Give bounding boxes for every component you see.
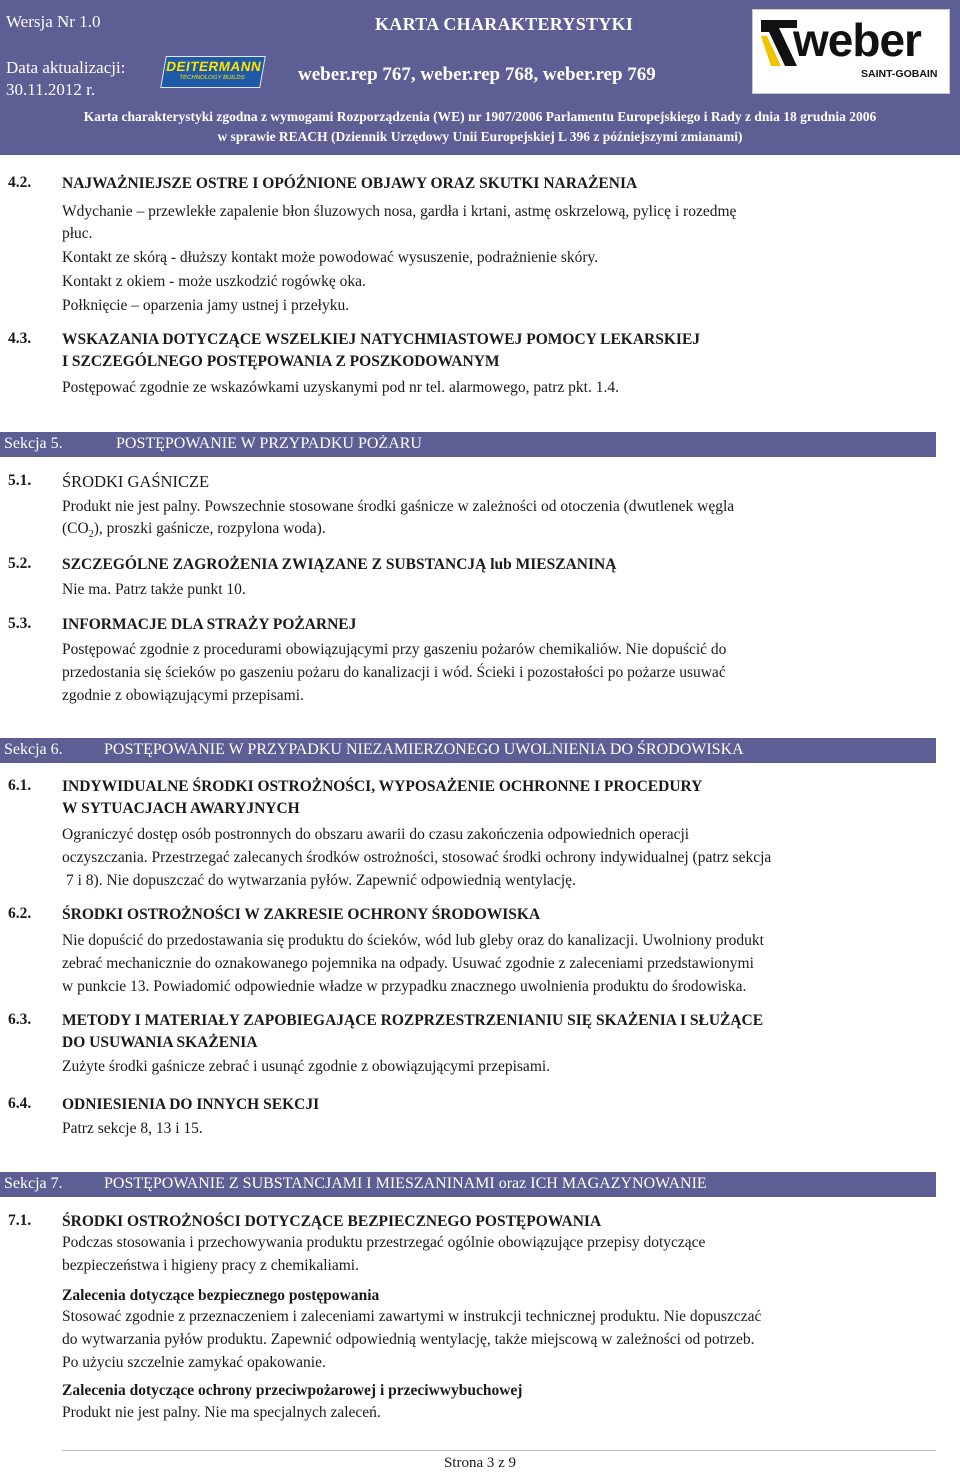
section-number: 6.1. bbox=[8, 777, 32, 794]
section-number: 4.3. bbox=[8, 330, 32, 347]
section-label: Sekcja 6. bbox=[4, 741, 63, 758]
section-heading: SZCZEGÓLNE ZAGROŻENIA ZWIĄZANE Z SUBSTANCJĄ lub MIESZANINĄ bbox=[62, 556, 617, 573]
section-heading: I SZCZEGÓLNEGO POSTĘPOWANIA Z POSZKODOWANYM bbox=[62, 353, 500, 370]
subheading: Zalecenia dotyczące ochrony przeciwpożarowej i przeciwwybuchowej bbox=[62, 1382, 523, 1399]
paragraph-line: Produkt nie jest palny. Powszechnie stosowane środki gaśnicze w zależności od otoczenia (dwutlenek węgla bbox=[62, 498, 735, 515]
section-label: Sekcja 5. bbox=[4, 435, 63, 452]
paragraph-line: w punkcie 13. Powiadomić odpowiednie władze w przypadku znacznego uwolnienia produktu do środowiska. bbox=[62, 978, 747, 995]
section-heading: ŚRODKI OSTROŻNOŚCI DOTYCZĄCE BEZPIECZNEGO POSTĘPOWANIA bbox=[62, 1213, 602, 1230]
section-number: 5.2. bbox=[8, 555, 32, 572]
weber-logo: weber SAINT-GOBAIN bbox=[752, 9, 950, 94]
section-heading: METODY I MATERIAŁY ZAPOBIEGAJĄCE ROZPRZESTRZENIANIU SIĘ SKAŻENIA I SŁUŻĄCE bbox=[62, 1012, 764, 1029]
section-number: 6.3. bbox=[8, 1011, 32, 1028]
section-heading: ŚRODKI GAŚNICZE bbox=[62, 472, 210, 491]
paragraph-line: Nie ma. Patrz także punkt 10. bbox=[62, 581, 246, 598]
paragraph-line: 7 i 8). Nie dopuszczać do wytwarzania pyłów. Zapewnić odpowiednią wentylację. bbox=[66, 872, 576, 889]
section-number: 6.4. bbox=[8, 1095, 32, 1112]
paragraph-line: $(CO_2)$, proszki gaśnicze, rozpylona woda). bbox=[62, 520, 326, 541]
section-heading: ŚRODKI OSTROŻNOŚCI W ZAKRESIE OCHRONY ŚRODOWISKA bbox=[62, 906, 541, 923]
section-heading: W SYTUACJACH AWARYJNYCH bbox=[62, 800, 300, 817]
section-heading: WSKAZANIA DOTYCZĄCE WSZELKIEJ NATYCHMIASTOWEJ POMOCY LEKARSKIEJ bbox=[62, 331, 701, 348]
section-heading: ODNIESIENIA DO INNYCH SEKCJI bbox=[62, 1096, 320, 1113]
section-number: 6.2. bbox=[8, 905, 32, 922]
section-7-banner bbox=[0, 1172, 936, 1197]
section-title: POSTĘPOWANIE Z SUBSTANCJAMI I MIESZANINAMI oraz ICH MAGAZYNOWANIE bbox=[104, 1175, 707, 1192]
section-label: Sekcja 7. bbox=[4, 1175, 63, 1192]
section-heading: INDYWIDUALNE ŚRODKI OSTROŻNOŚCI, WYPOSAŻENIE OCHRONNE I PROCEDURY bbox=[62, 778, 703, 795]
section-title: POSTĘPOWANIE W PRZYPADKU NIEZAMIERZONEGO UWOLNIENIA DO ŚRODOWISKA bbox=[104, 741, 744, 758]
section-6-banner bbox=[0, 738, 936, 763]
paragraph-line: Patrz sekcje 8, 13 i 15. bbox=[62, 1120, 203, 1137]
paragraph-line: Ograniczyć dostęp osób postronnych do obszaru awarii do czasu zakończenia odpowiednich operacji bbox=[62, 826, 690, 843]
document-title: KARTA CHARAKTERYSTYKI bbox=[375, 14, 634, 34]
paragraph-line: Wdychanie – przewlekłe zapalenie błon śluzowych nosa, gardła i krtani, astmę oskrzelową, pylicę i rozedmę bbox=[62, 203, 737, 220]
subheading: Zalecenia dotyczące bezpiecznego postępowania bbox=[62, 1287, 380, 1304]
deitermann-logo: DEITERMANN TECHNOLOGY BUILDS bbox=[160, 56, 266, 88]
update-label: Data aktualizacji: bbox=[6, 58, 126, 77]
version-label: Wersja Nr 1.0 bbox=[6, 12, 101, 31]
paragraph-line: Zużyte środki gaśnicze zebrać i usunąć zgodnie z obowiązującymi przepisami. bbox=[62, 1058, 551, 1075]
paragraph-line: Kontakt ze skórą - dłuższy kontakt może powodować wysuszenie, podrażnienie skóry. bbox=[62, 249, 599, 266]
paragraph-line: Produkt nie jest palny. Nie ma specjalnych zaleceń. bbox=[62, 1404, 381, 1421]
section-heading: NAJWAŻNIEJSZE OSTRE I OPÓŹNIONE OBJAWY ORAZ SKUTKI NARAŻENIA bbox=[62, 175, 638, 192]
section-number: 7.1. bbox=[8, 1212, 32, 1229]
paragraph-line: Kontakt z okiem - może uszkodzić rogówkę oka. bbox=[62, 273, 366, 290]
paragraph-line: bezpieczeństwa i higieny pracy z chemikaliami. bbox=[62, 1257, 359, 1274]
footer-divider bbox=[62, 1450, 936, 1451]
section-number: 5.3. bbox=[8, 615, 32, 632]
paragraph-line: Połknięcie – oparzenia jamy ustnej i przełyku. bbox=[62, 297, 350, 314]
section-5-banner bbox=[0, 432, 936, 457]
page-number: Strona 3 z 9 bbox=[443, 1455, 517, 1471]
paragraph-line: Po użyciu szczelnie zamykać opakowanie. bbox=[62, 1354, 326, 1371]
paragraph-line: płuc. bbox=[62, 225, 93, 242]
paragraph-line: zebrać mechanicznie do oznakowanego pojemnika na odpady. Usuwać zgodnie z zaleceniami przedstawionymi bbox=[62, 955, 754, 972]
section-title: POSTĘPOWANIE W PRZYPADKU POŻARU bbox=[116, 435, 422, 452]
regulation-note: Karta charakterystyki zgodna z wymogami Rozporządzenia (WE) nr 1907/2006 Parlamentu Europejskiego i Rady z dnia 18 grudnia 2006 w sprawie REACH (Dziennik Urzędowy Unii Europejskiej L 396 z późniejszymi zmianami) bbox=[0, 107, 960, 155]
paragraph-line: Nie dopuścić do przedostawania się produktu do ścieków, wód lub gleby oraz do kanalizacji. Uwolniony produkt bbox=[62, 932, 764, 949]
paragraph-line: zgodnie z obowiązującymi przepisami. bbox=[62, 687, 304, 704]
document-header bbox=[0, 0, 960, 100]
product-names: weber.rep 767, weber.rep 768, weber.rep 769 bbox=[298, 64, 656, 85]
paragraph-line: Postępować zgodnie z procedurami obowiązującymi przy gaszeniu pożarów chemikaliów. Nie dopuścić do bbox=[62, 641, 727, 658]
paragraph-line: Postępować zgodnie ze wskazówkami uzyskanymi pod nr tel. alarmowego, patrz pkt. 1.4. bbox=[62, 379, 619, 396]
paragraph-line: przedostania się ścieków po gaszeniu pożaru do kanalizacji i wód. Ścieki i pozostałości po pożarze usuwać bbox=[62, 664, 726, 681]
section-heading: INFORMACJE DLA STRAŻY POŻARNEJ bbox=[62, 616, 357, 633]
paragraph-line: oczyszczania. Przestrzegać zalecanych środków ostrożności, stosować środki ochrony indywidualnej (patrz sekcja bbox=[62, 849, 772, 866]
paragraph-line: Stosować zgodnie z przeznaczeniem i zaleceniami zawartymi w instrukcji technicznej produktu. Nie dopuszczać bbox=[62, 1308, 762, 1325]
paragraph-line: do wytwarzania pyłów produktu. Zapewnić odpowiednią wentylację, także miejscową w zależności od potrzeb. bbox=[62, 1331, 755, 1348]
update-date: 30.11.2012 r. bbox=[6, 80, 96, 99]
section-number: 4.2. bbox=[8, 174, 32, 191]
section-heading: DO USUWANIA SKAŻENIA bbox=[62, 1034, 258, 1051]
section-number: 5.1. bbox=[8, 472, 32, 489]
paragraph-line: Podczas stosowania i przechowywania produktu przestrzegać ogólnie obowiązujące przepisy dotyczące bbox=[62, 1234, 706, 1251]
